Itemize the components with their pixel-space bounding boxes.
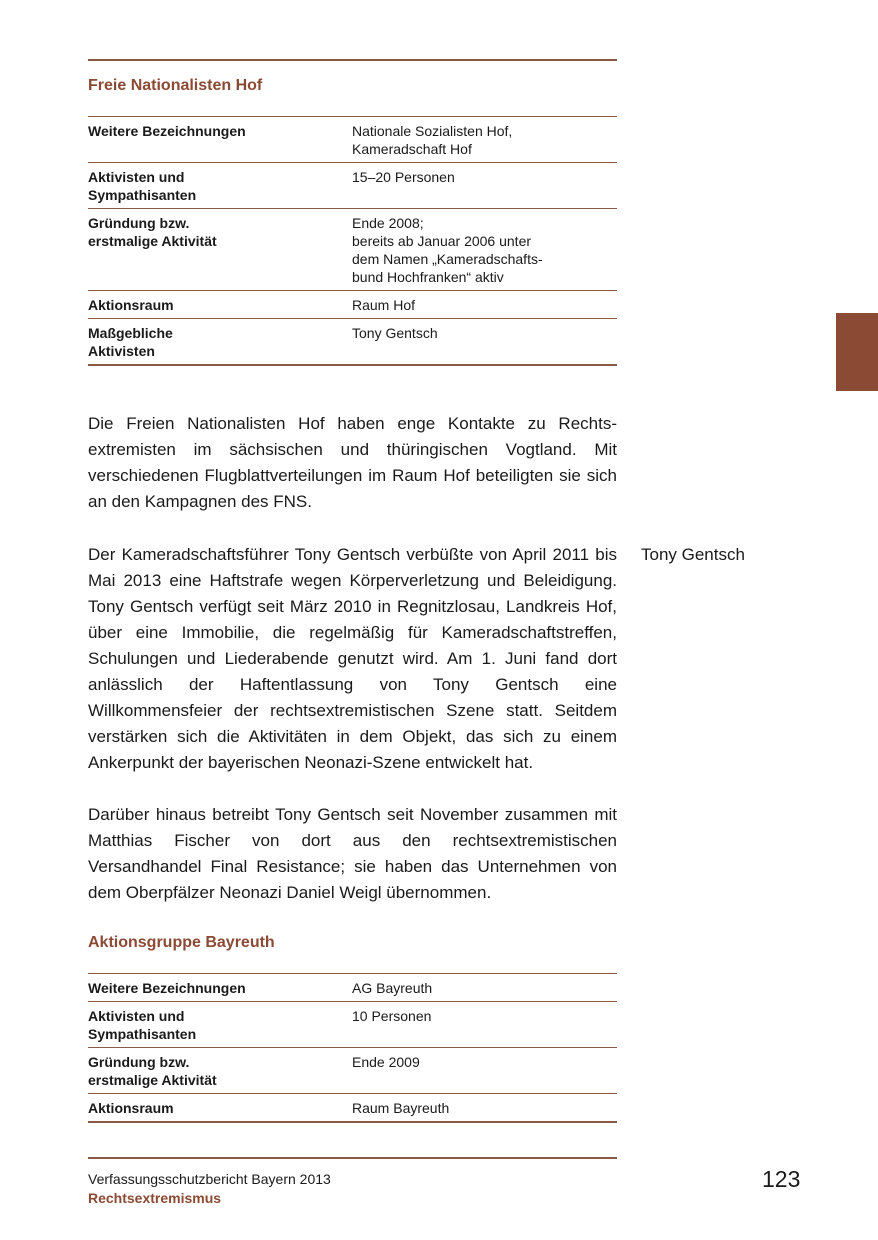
table-row [88, 1001, 617, 1047]
section-title-aktionsgruppe-bayreuth: Aktionsgruppe Bayreuth [88, 934, 275, 951]
row-value [352, 979, 617, 997]
table-row [88, 1047, 617, 1093]
row-label [88, 979, 352, 997]
footer-publication: Verfassungsschutzbericht Bayern 2013 [88, 1171, 331, 1187]
row-value [352, 214, 617, 286]
row-label-line: Aktivisten und [88, 169, 185, 185]
row-label-line: Aktivisten [88, 343, 155, 359]
row-label-line: Sympathisanten [88, 187, 197, 203]
margin-note: Tony Gentsch [641, 545, 745, 564]
row-label-line: erstmalige Aktivität [88, 1072, 217, 1088]
table-row [88, 290, 617, 318]
paragraph-contacts: Die Freien Nationalisten Hof haben enge Kontakte zu Rechtsextremisten im sächsischen und thüringischen Vogtland. Mit verschiedenen Flugblattverteilungen im Raum Hof beteiligten sie sich an den Kampagnen des FNS. [88, 414, 617, 511]
paragraph-tony-gentsch: Der Kameradschaftsführer Tony Gentsch verbüßte von April 2011 bis Mai 2013 eine Haftstrafe wegen Körperverletzung und Beleidigung. Tony Gentsch verfügt seit März 2010 in Regnitzlosau, Landkreis Hof, über eine Immobilie, die regelmäßig für Kameradschaftstreffen, Schulungen und Liederabende genutzt wird. Am 1. Juni fand dort anlässlich der Haftentlassung von Tony Gentsch eine Willkommensfeier der rechtsextremistischen Szene statt. Seitdem verstärken sich die Aktivitäten in dem Objekt, das sich zu einem Ankerpunkt der bayerischen Neonazi-Szene entwickelt hat. [88, 545, 617, 772]
row-value-line: bereits ab Januar 2006 unter [352, 233, 532, 249]
row-label [88, 296, 352, 314]
table-row [88, 208, 617, 290]
row-value-line: dem Namen „Kameradschafts- [352, 251, 543, 267]
section-title-freie-nationalisten-hof: Freie Nationalisten Hof [88, 77, 263, 94]
row-label [88, 168, 352, 204]
row-label [88, 122, 352, 158]
row-value [352, 296, 617, 314]
row-value [352, 1053, 617, 1089]
row-label [88, 214, 352, 286]
row-label-line: Weitere Bezeichnungen [88, 980, 246, 996]
row-label [88, 1007, 352, 1043]
table-row [88, 1093, 617, 1123]
info-table-freie-nationalisten-hof [88, 116, 617, 366]
table-row [88, 973, 617, 1001]
row-label [88, 1053, 352, 1089]
table-row [88, 116, 617, 162]
row-label-line: Aktionsraum [88, 1100, 174, 1116]
row-value [352, 324, 617, 360]
table-row [88, 318, 617, 366]
row-value-line: Kameradschaft Hof [352, 141, 472, 157]
row-value-line: Ende 2009 [352, 1054, 420, 1070]
row-label-line: Maßgebliche [88, 325, 173, 341]
info-table-aktionsgruppe-bayreuth [88, 973, 617, 1123]
row-label-line: Weitere Bezeichnungen [88, 123, 246, 139]
row-value [352, 122, 617, 158]
row-value-line: bund Hochfranken“ aktiv [352, 269, 504, 285]
page-number: 123 [762, 1166, 801, 1192]
chapter-tab-marker [836, 313, 878, 391]
row-label [88, 324, 352, 360]
row-label-line: Aktivisten und [88, 1008, 185, 1024]
row-label-line: erstmalige Aktivität [88, 233, 217, 249]
row-value-line: 15–20 Personen [352, 169, 455, 185]
row-value [352, 168, 617, 204]
row-label-line: Gründung bzw. [88, 1054, 190, 1070]
row-label-line: Gründung bzw. [88, 215, 190, 231]
row-value-line: Raum Hof [352, 297, 416, 313]
row-label-line: Sympathisanten [88, 1026, 197, 1042]
row-value-line: Ende 2008; [352, 215, 424, 231]
row-value-line: Nationale Sozialisten Hof, [352, 123, 513, 139]
footer-chapter: Rechtsextremismus [88, 1190, 222, 1206]
row-label [88, 1099, 352, 1117]
row-value-line: Raum Bayreuth [352, 1100, 450, 1116]
row-value-line: 10 Personen [352, 1008, 432, 1024]
table-row [88, 162, 617, 208]
footer [88, 1170, 331, 1208]
row-value-line: AG Bayreuth [352, 980, 433, 996]
row-value-line: Tony Gentsch [352, 325, 438, 341]
paragraph-final-resistance: Darüber hinaus betreibt Tony Gentsch seit November zusammen mit Matthias Fischer von dort aus den rechtsextremistischen Versandhandel Final Resistance; sie haben das Unternehmen von dem Oberpfälzer Neonazi Daniel Weigl übernommen. [88, 805, 617, 902]
top-rule [88, 59, 617, 61]
row-value [352, 1099, 617, 1117]
row-label-line: Aktionsraum [88, 297, 174, 313]
footer-rule [88, 1157, 617, 1159]
row-value [352, 1007, 617, 1043]
